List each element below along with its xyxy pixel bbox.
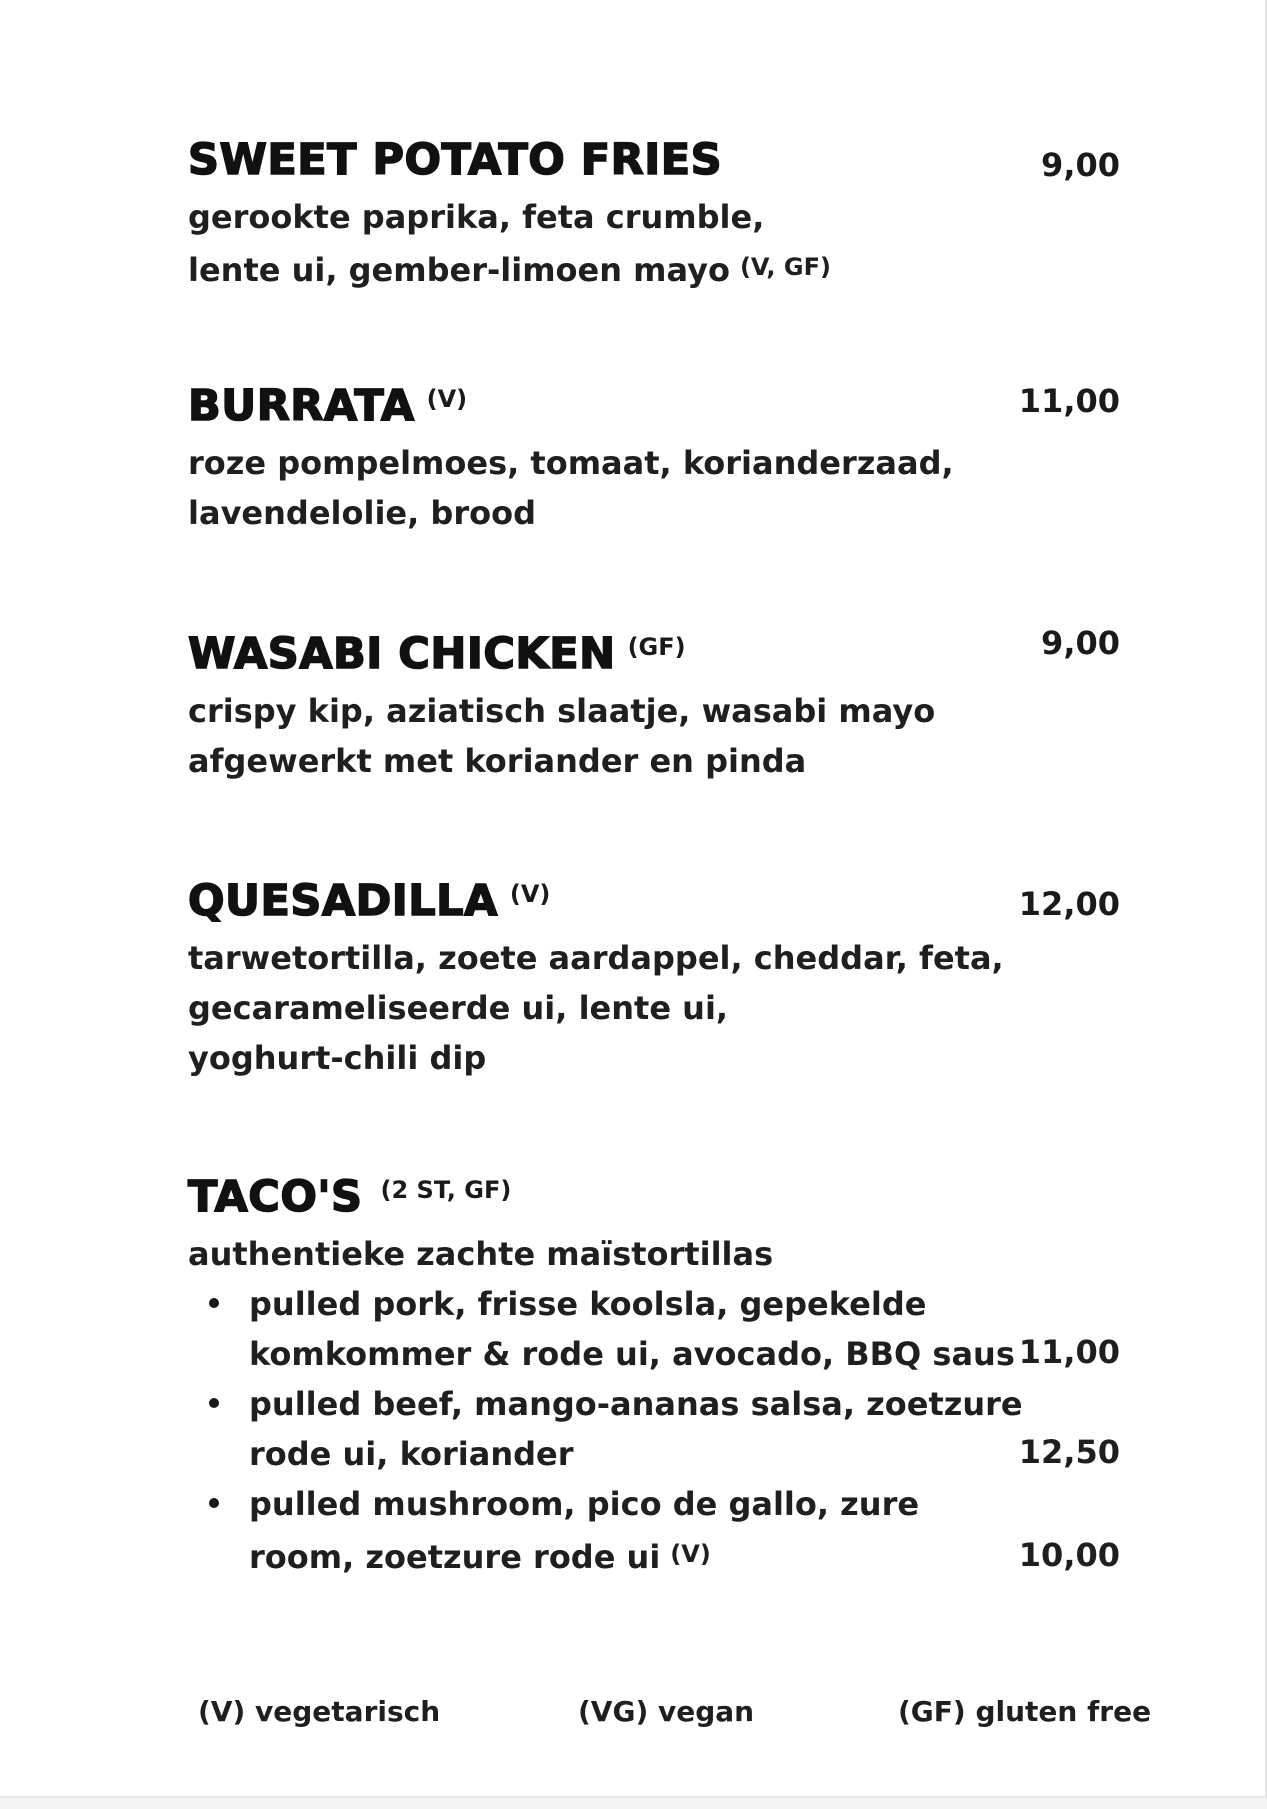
description-line: gerookte paprika, feta crumble,: [188, 198, 765, 236]
menu-item-sweet-potato-fries: [188, 130, 1120, 295]
diet-tag: (V): [670, 1540, 711, 1568]
item-description: [188, 438, 1120, 538]
item-price: 12,00: [1018, 885, 1120, 923]
item-price: 11,00: [1018, 382, 1120, 420]
diet-tag: (V, GF): [739, 253, 831, 281]
description-line: roze pompelmoes, tomaat, korianderzaad,: [188, 444, 954, 482]
item-description: [188, 192, 1120, 295]
option-price: 12,50: [1018, 1433, 1120, 1471]
diet-tag: (V): [509, 880, 551, 908]
legend-gluten-free: (GF) gluten free: [898, 1695, 1152, 1728]
item-title: SWEET POTATO FRIES: [188, 135, 723, 185]
bullet-dot: [209, 1398, 219, 1408]
item-price: 9,00: [1041, 624, 1120, 662]
list-item: pulled beef, mango-ananas salsa, zoetzure rode ui, koriander 12,50: [188, 1379, 1075, 1479]
description-line: yoghurt-chili dip: [188, 1039, 487, 1077]
description-line: tarwetortilla, zoete aardappel, cheddar, feta,: [188, 939, 1004, 977]
menu-item-tacos: [188, 1167, 1120, 1582]
diet-tag: (2 ST, GF): [380, 1176, 512, 1204]
item-title: TACO'S: [188, 1172, 363, 1222]
diet-tag: (V): [426, 385, 468, 413]
list-item: pulled pork, frisse koolsla, gepekelde komkommer & rode ui, avocado, BBQ saus 11,00: [188, 1279, 1075, 1379]
menu-item-quesadilla: [188, 871, 1120, 1083]
menu-item-wasabi-chicken: [188, 624, 1120, 786]
bullet-dot: [209, 1298, 219, 1308]
item-description: [188, 1229, 1120, 1279]
menu-item-burrata: [188, 376, 1120, 538]
diet-tag: (GF): [627, 633, 686, 661]
list-item: pulled mushroom, pico de gallo, zure room, zoetzure rode ui (V) 10,00: [188, 1479, 1075, 1582]
legend-vegan: (VG) vegan: [578, 1695, 755, 1728]
item-title: BURRATA: [188, 381, 415, 431]
option-price: 10,00: [1018, 1536, 1120, 1574]
item-description: [188, 686, 1120, 786]
description-line: crispy kip, aziatisch slaatje, wasabi mayo: [188, 692, 936, 730]
bullet-dot: [209, 1498, 219, 1508]
option-price: 11,00: [1018, 1333, 1120, 1371]
item-price: 9,00: [1041, 146, 1120, 184]
item-title: QUESADILLA: [188, 876, 498, 926]
description-line: lavendelolie, brood: [188, 494, 536, 532]
item-description: [188, 933, 1120, 1083]
description-line: gecarameliseerde ui, lente ui,: [188, 989, 729, 1027]
item-title: WASABI CHICKEN: [188, 629, 616, 679]
taco-options-list: [188, 1279, 1120, 1582]
description-line: lente ui, gember-limoen mayo (V, GF): [188, 251, 831, 289]
description-line: authentieke zachte maïstortillas: [188, 1235, 774, 1273]
description-line: afgewerkt met koriander en pinda: [188, 742, 807, 780]
legend-vegetarian: (V) vegetarisch: [198, 1695, 441, 1728]
